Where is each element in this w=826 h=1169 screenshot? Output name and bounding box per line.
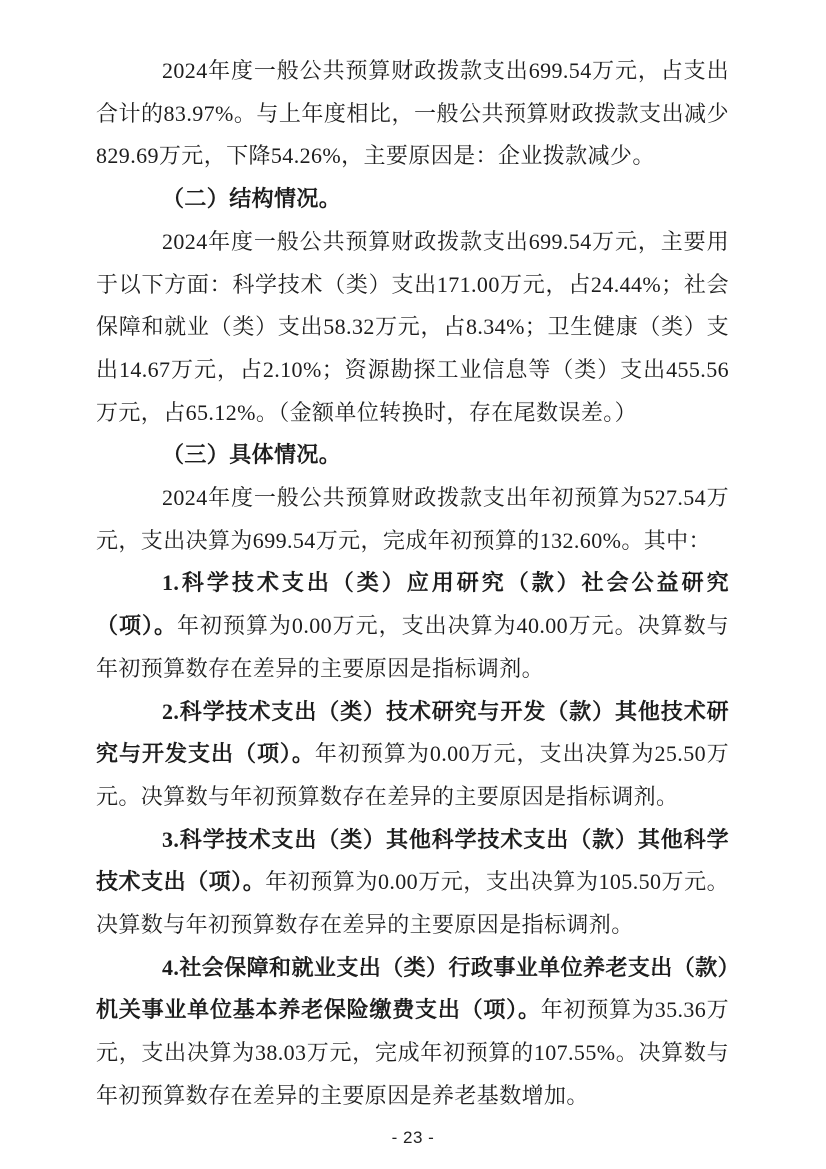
list-item-1-science-applied-research [96,562,729,690]
list-item-body: 年初预算为0.00万元，支出决算为40.00万元。决算数与年初预算数存在差异的主要原因是指标调剂。 [96,613,729,681]
list-item-body: 年初预算为0.00万元，支出决算为105.50万元。决算数与年初预算数存在差异的主要原因是指标调剂。 [96,869,730,938]
list-item-title: 2.科学技术支出（类）技术研究与开发（款）其他技术研究与开发支出（项）。 [96,698,729,767]
paragraph-text: 2024年度一般公共预算财政拨款支出699.54万元，主要用于以下方面：科学技术（类）支出171.00万元，占24.44%；社会保障和就业（类）支出58.32万元，占8.34%；卫生健康（类）支出14.67万元，占2.10%；资源勘探工业信息等（类）支出455.56万元，占65.12%。（金额单位转换时，存在尾数误差。） [96,228,729,425]
paragraph-structure-breakdown [96,221,729,435]
paragraph-text: 2024年度一般公共预算财政拨款支出年初预算为527.54万元，支出决算为699.54万元，完成年初预算的132.60%。其中： [96,485,729,553]
list-item-title: 1.科学技术支出（类）应用研究（款）社会公益研究（项）。 [96,570,729,639]
section-heading-text: （三）具体情况。 [162,442,342,468]
section-heading-details [96,434,729,477]
list-item-title: 3.科学技术支出（类）其他科学技术支出（款）其他科学技术支出（项）。 [96,826,729,895]
paragraph-details-intro [96,477,729,562]
list-item-title: 4.社会保障和就业支出（类）行政事业单位养老支出（款）机关事业单位基本养老保险缴费支出（项）。 [96,954,729,1023]
section-heading-structure [96,178,729,221]
paragraph-expenditure-overview [96,50,729,178]
document-body [96,50,729,1118]
list-item-4-social-security-pension [96,947,729,1118]
list-item-body: 年初预算为0.00万元，支出决算为25.50万元。决算数与年初预算数存在差异的主要原因是指标调剂。 [96,741,729,809]
list-item-2-science-tech-rnd [96,691,729,819]
paragraph-text: 2024年度一般公共预算财政拨款支出699.54万元，占支出合计的83.97%。与上年度相比，一般公共预算财政拨款支出减少829.69万元，下降54.26%，主要原因是：企业拨款减少。 [96,58,729,169]
section-heading-text: （二）结构情况。 [162,186,342,212]
list-item-body: 年初预算为35.36万元，支出决算为38.03万元，完成年初预算的107.55%。决算数与年初预算数存在差异的主要原因是养老基数增加。 [96,997,729,1108]
list-item-3-other-science-tech [96,819,729,947]
page-number: - 23 - [391,1128,435,1147]
